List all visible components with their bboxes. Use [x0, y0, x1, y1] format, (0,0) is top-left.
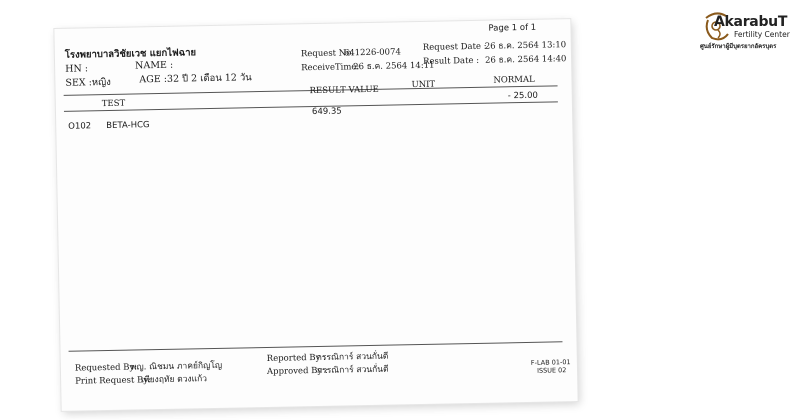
form-code: F-LAB 01-01 [530, 358, 571, 367]
result-date-value: 26 ธ.ค. 2564 14:40 [484, 54, 567, 66]
form-issue: ISSUE 02 [536, 366, 567, 375]
print-request-by-label: Print Request By: [75, 375, 152, 387]
clinic-logo [700, 8, 792, 54]
column-header-normal: NORMAL [493, 74, 535, 86]
hn-label: HN : [65, 63, 89, 75]
test-code: O102 [68, 121, 92, 132]
request-date-value: 26 ธ.ค. 2564 13:10 [484, 40, 567, 52]
column-header-unit: UNIT [411, 79, 436, 91]
reported-by-label: Reported By : [266, 352, 327, 364]
sex-field: SEX :หญิง [65, 76, 111, 89]
approved-by-value: กรรณิการ์ สวนกั่นดี [316, 364, 389, 377]
hospital-name: โรงพยาบาลวิชัยเวช แยกไฟฉาย [64, 47, 197, 61]
column-header-result-value: RESULT VALUE [309, 84, 379, 97]
age-field: AGE :32 ปี 2 เดือน 12 วัน [139, 72, 252, 86]
receive-time-value: 26 ธ.ค. 2564 14:11 [353, 60, 435, 73]
page-indicator: Page 1 of 1 [488, 22, 537, 34]
normal-range: - 25.00 [507, 90, 538, 102]
patient-name-label: NAME : [134, 59, 174, 72]
approved-by-label: Approved By : [266, 365, 328, 377]
request-no-value: 641226-0074 [343, 47, 401, 59]
logo-tagline: Fertility Center [734, 30, 790, 39]
result-value: 649.35 [311, 106, 342, 118]
header-bottom-rule [64, 98, 558, 111]
logo-thai-name: ศูนย์รักษาผู้มีบุตรยากอัครบุตร [700, 43, 777, 50]
footer-rule [69, 341, 563, 351]
test-name: BETA-HCG [106, 120, 150, 132]
logo-brand-name: AkarabuT [714, 14, 788, 30]
receive-time-label: ReceiveTime: [301, 62, 360, 74]
request-no-label: Request No. [300, 48, 354, 60]
result-date-label: Result Date : [422, 55, 480, 67]
requested-by-value: พญ. ณิชมน ภาคย์กิญโญ [130, 360, 223, 373]
reported-by-value: กรรณิการ์ สวนกั่นดี [316, 351, 389, 364]
request-date-label: Request Date : [422, 41, 487, 53]
requested-by-label: Requested By: [74, 362, 138, 374]
column-header-test: TEST [101, 98, 126, 110]
lab-report-sheet [54, 19, 577, 411]
print-request-by-value: เพียงฤทัย ดวงแก้ว [141, 374, 208, 386]
